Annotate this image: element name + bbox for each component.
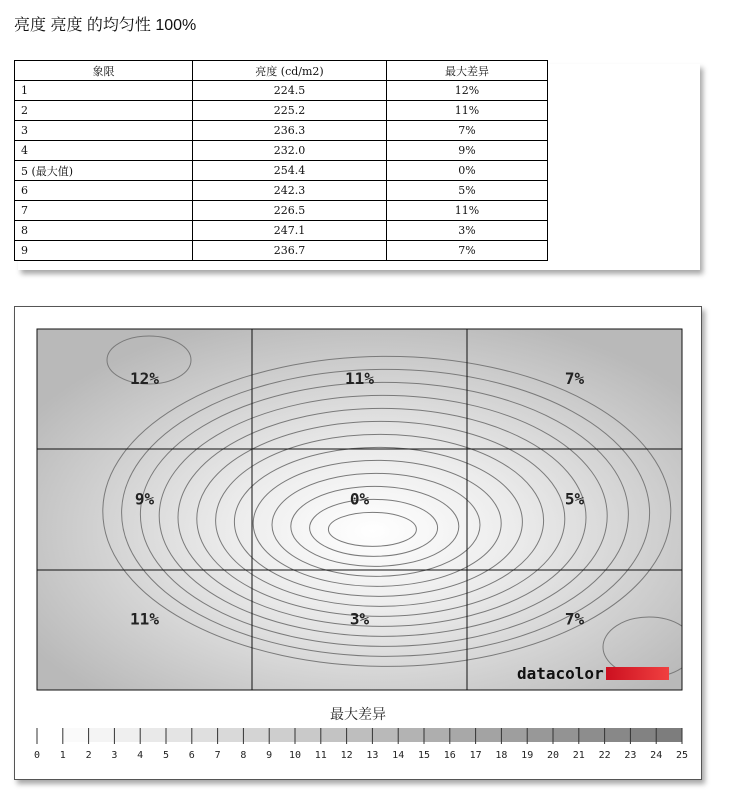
luminance-cell: 224.5 bbox=[193, 81, 387, 101]
deviation-cell: 12% bbox=[387, 81, 548, 101]
table-row bbox=[15, 201, 548, 221]
uniformity-table bbox=[14, 60, 548, 261]
table-header-row bbox=[15, 61, 548, 81]
legend-tick-label: 23 bbox=[624, 750, 637, 761]
legend-tick-label: 21 bbox=[572, 750, 585, 761]
legend-tick-label: 22 bbox=[598, 750, 611, 761]
legend-tick-label: 17 bbox=[469, 750, 482, 761]
quadrant-cell: 8 bbox=[15, 221, 193, 241]
column-header-max-deviation: 最大差异 bbox=[387, 61, 548, 81]
legend-tick-label: 18 bbox=[495, 750, 508, 761]
legend-swatch bbox=[424, 728, 450, 742]
table-row bbox=[15, 161, 548, 181]
quadrant-cell: 7 bbox=[15, 201, 193, 221]
legend-tick-label: 20 bbox=[546, 750, 560, 761]
cell-deviation-label: 0% bbox=[349, 489, 370, 509]
legend-tick-label: 12 bbox=[340, 750, 353, 761]
cell-deviation-label: 12% bbox=[130, 369, 159, 389]
legend-swatch bbox=[269, 728, 295, 742]
deviation-cell: 11% bbox=[387, 201, 548, 221]
cell-deviation-label: 3% bbox=[349, 609, 370, 629]
luminance-cell: 242.3 bbox=[193, 181, 387, 201]
brand-logo-bar bbox=[606, 667, 669, 680]
deviation-cell: 11% bbox=[387, 101, 548, 121]
luminance-cell: 247.1 bbox=[193, 221, 387, 241]
legend-swatch bbox=[527, 728, 553, 742]
page-title: 亮度 亮度 的均匀性 100% bbox=[14, 17, 197, 34]
luminance-cell: 232.0 bbox=[193, 141, 387, 161]
cell-deviation-label: 11% bbox=[345, 369, 374, 389]
quadrant-cell: 5 (最大值) bbox=[15, 161, 193, 181]
deviation-cell: 0% bbox=[387, 161, 548, 181]
legend-tick-label: 19 bbox=[521, 750, 534, 761]
luminance-cell: 254.4 bbox=[193, 161, 387, 181]
deviation-cell: 7% bbox=[387, 241, 548, 261]
legend-tick-label: 1 bbox=[59, 750, 66, 761]
column-header-luminance: 亮度 (cd/m2) bbox=[193, 61, 387, 81]
deviation-cell: 7% bbox=[387, 121, 548, 141]
quadrant-cell: 2 bbox=[15, 101, 193, 121]
quadrant-cell: 1 bbox=[15, 81, 193, 101]
legend-tick-label: 25 bbox=[675, 750, 689, 761]
legend-tick-label: 15 bbox=[417, 750, 431, 761]
legend-title: 最大差异 bbox=[330, 707, 386, 723]
quadrant-cell: 3 bbox=[15, 121, 193, 141]
legend-swatch bbox=[166, 728, 192, 742]
legend-swatch bbox=[140, 728, 166, 742]
legend-swatch bbox=[656, 728, 682, 742]
legend-swatch bbox=[398, 728, 424, 742]
legend-tick-label: 11 bbox=[314, 750, 327, 761]
legend-swatch bbox=[501, 728, 527, 742]
luminance-cell: 225.2 bbox=[193, 101, 387, 121]
quadrant-cell: 6 bbox=[15, 181, 193, 201]
cell-deviation-label: 9% bbox=[134, 489, 155, 509]
legend-tick-label: 7 bbox=[214, 750, 221, 761]
legend-tick-label: 24 bbox=[650, 750, 663, 761]
legend-swatch bbox=[89, 728, 115, 742]
table-row bbox=[15, 121, 548, 141]
table-row bbox=[15, 241, 548, 261]
legend-tick-label: 14 bbox=[392, 750, 405, 761]
table-row bbox=[15, 181, 548, 201]
legend-swatch bbox=[579, 728, 605, 742]
uniformity-heatmap bbox=[15, 307, 701, 779]
legend-swatch bbox=[450, 728, 476, 742]
legend-swatch bbox=[321, 728, 347, 742]
table-row bbox=[15, 101, 548, 121]
luminance-cell: 236.7 bbox=[193, 241, 387, 261]
legend-tick-label: 5 bbox=[162, 750, 170, 761]
legend-swatch bbox=[630, 728, 656, 742]
legend-swatch bbox=[476, 728, 502, 742]
quadrant-cell: 4 bbox=[15, 141, 193, 161]
legend-tick-label: 13 bbox=[366, 750, 379, 761]
legend-tick-label: 3 bbox=[111, 750, 118, 761]
legend-swatch bbox=[372, 728, 398, 742]
legend-tick-label: 4 bbox=[137, 750, 144, 761]
luminance-cell: 236.3 bbox=[193, 121, 387, 141]
legend-swatch bbox=[243, 728, 269, 742]
legend-swatch bbox=[605, 728, 631, 742]
column-header-quadrant: 象限 bbox=[15, 61, 193, 81]
legend-swatch bbox=[553, 728, 579, 742]
luminance-cell: 226.5 bbox=[193, 201, 387, 221]
legend-tick-label: 6 bbox=[188, 750, 195, 761]
deviation-cell: 3% bbox=[387, 221, 548, 241]
cell-deviation-label: 7% bbox=[564, 609, 585, 629]
legend-swatch bbox=[347, 728, 373, 742]
cell-deviation-label: 5% bbox=[564, 489, 585, 509]
legend-tick-label: 16 bbox=[443, 750, 456, 761]
table-row bbox=[15, 221, 548, 241]
legend-swatch bbox=[37, 728, 63, 742]
legend-tick-label: 8 bbox=[240, 750, 247, 761]
legend-swatch bbox=[114, 728, 140, 742]
table-row bbox=[15, 141, 548, 161]
legend-tick-label: 2 bbox=[85, 750, 92, 761]
legend-swatch bbox=[295, 728, 321, 742]
brand-logo-text: datacolor bbox=[517, 664, 604, 683]
table-row bbox=[15, 81, 548, 101]
legend-swatch bbox=[192, 728, 218, 742]
deviation-cell: 9% bbox=[387, 141, 548, 161]
legend-tick-label: 9 bbox=[266, 750, 273, 761]
cell-deviation-label: 11% bbox=[130, 609, 159, 629]
legend-swatch bbox=[63, 728, 89, 742]
deviation-cell: 5% bbox=[387, 181, 548, 201]
quadrant-cell: 9 bbox=[15, 241, 193, 261]
cell-deviation-label: 7% bbox=[564, 369, 585, 389]
legend-tick-label: 0 bbox=[33, 750, 41, 761]
uniformity-chart-panel bbox=[14, 306, 702, 780]
legend-swatch bbox=[218, 728, 244, 742]
legend-tick-label: 10 bbox=[288, 750, 302, 761]
